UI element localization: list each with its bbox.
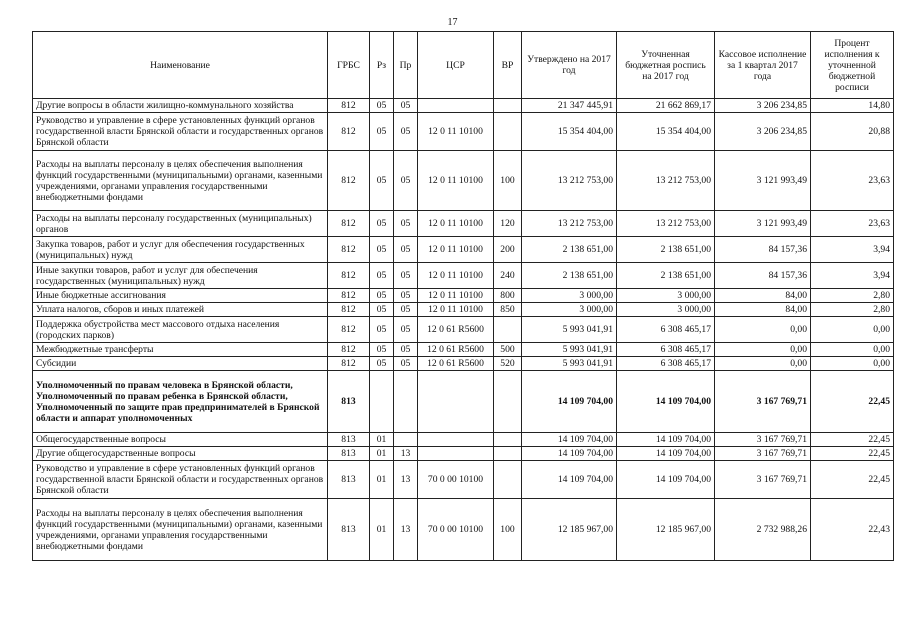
row-csr: 12 0 61 R5600 — [418, 357, 494, 371]
row-rz: 05 — [370, 317, 394, 343]
row-approved: 21 347 445,91 — [522, 99, 617, 113]
row-vr — [494, 447, 522, 461]
row-approved: 2 138 651,00 — [522, 263, 617, 289]
page-number: 17 — [447, 17, 458, 28]
row-refined: 12 185 967,00 — [617, 499, 715, 561]
col-header-vr: ВР — [494, 32, 522, 99]
row-pr: 05 — [394, 303, 418, 317]
row-cash: 3 206 234,85 — [715, 113, 811, 151]
row-vr: 520 — [494, 357, 522, 371]
row-grbs: 812 — [328, 99, 370, 113]
row-name: Расходы на выплаты персоналу государственных (муниципальных) органов — [33, 211, 328, 237]
row-percent: 20,88 — [811, 113, 894, 151]
row-name: Уполномоченный по правам человека в Брянской области, Уполномоченный по правам ребенка в Брянской области, Уполномоченный по защите прав предпринимателей в Брянской области и аппарат уполномоченных — [33, 371, 328, 433]
table-row — [33, 289, 894, 303]
row-approved: 5 993 041,91 — [522, 317, 617, 343]
row-refined: 14 109 704,00 — [617, 371, 715, 433]
table-row — [33, 263, 894, 289]
col-header-name: Наименование — [33, 32, 328, 99]
row-grbs: 813 — [328, 433, 370, 447]
budget-table — [32, 31, 894, 561]
row-rz — [370, 371, 394, 433]
row-name: Другие вопросы в области жилищно-коммунального хозяйства — [33, 99, 328, 113]
row-refined: 14 109 704,00 — [617, 461, 715, 499]
row-rz: 01 — [370, 499, 394, 561]
row-approved: 5 993 041,91 — [522, 343, 617, 357]
table-row — [33, 433, 894, 447]
row-grbs: 813 — [328, 447, 370, 461]
row-csr — [418, 99, 494, 113]
row-pr: 05 — [394, 289, 418, 303]
col-header-approved: Утверждено на 2017 год — [522, 32, 617, 99]
row-vr — [494, 113, 522, 151]
row-pr — [394, 433, 418, 447]
row-percent: 3,94 — [811, 263, 894, 289]
row-rz: 05 — [370, 343, 394, 357]
table-row — [33, 343, 894, 357]
row-approved: 13 212 753,00 — [522, 211, 617, 237]
row-percent: 23,63 — [811, 211, 894, 237]
row-grbs: 813 — [328, 371, 370, 433]
row-pr — [394, 371, 418, 433]
row-approved: 14 109 704,00 — [522, 447, 617, 461]
row-name: Поддержка обустройства мест массового отдыха населения (городских парков) — [33, 317, 328, 343]
table-header-row — [33, 32, 894, 99]
row-rz: 05 — [370, 237, 394, 263]
row-pr: 05 — [394, 317, 418, 343]
row-rz: 05 — [370, 113, 394, 151]
table-row — [33, 151, 894, 211]
row-cash: 3 167 769,71 — [715, 371, 811, 433]
row-vr: 200 — [494, 237, 522, 263]
row-rz: 05 — [370, 357, 394, 371]
row-refined: 13 212 753,00 — [617, 151, 715, 211]
row-rz: 01 — [370, 447, 394, 461]
row-vr: 240 — [494, 263, 522, 289]
row-cash: 2 732 988,26 — [715, 499, 811, 561]
row-pr: 13 — [394, 461, 418, 499]
row-pr: 05 — [394, 357, 418, 371]
row-grbs: 812 — [328, 237, 370, 263]
row-name: Другие общегосударственные вопросы — [33, 447, 328, 461]
row-cash: 3 121 993,49 — [715, 211, 811, 237]
col-header-percent: Процент исполнения к уточненной бюджетной росписи — [811, 32, 894, 99]
row-refined: 21 662 869,17 — [617, 99, 715, 113]
row-pr: 05 — [394, 211, 418, 237]
row-name: Общегосударственные вопросы — [33, 433, 328, 447]
col-header-cash: Кассовое исполнение за 1 квартал 2017 года — [715, 32, 811, 99]
row-cash: 84 157,36 — [715, 263, 811, 289]
row-percent: 2,80 — [811, 289, 894, 303]
row-refined: 6 308 465,17 — [617, 343, 715, 357]
row-percent: 22,45 — [811, 461, 894, 499]
row-refined: 2 138 651,00 — [617, 237, 715, 263]
row-name: Иные закупки товаров, работ и услуг для обеспечения государственных (муниципальных) нужд — [33, 263, 328, 289]
row-cash: 0,00 — [715, 357, 811, 371]
row-refined: 6 308 465,17 — [617, 357, 715, 371]
row-rz: 05 — [370, 211, 394, 237]
row-name: Субсидии — [33, 357, 328, 371]
row-cash: 3 167 769,71 — [715, 433, 811, 447]
row-csr: 12 0 11 10100 — [418, 211, 494, 237]
row-rz: 05 — [370, 263, 394, 289]
row-name: Закупка товаров, работ и услуг для обеспечения государственных (муниципальных) нужд — [33, 237, 328, 263]
table-row — [33, 211, 894, 237]
row-pr: 05 — [394, 151, 418, 211]
row-vr: 100 — [494, 151, 522, 211]
row-cash: 0,00 — [715, 317, 811, 343]
row-csr: 12 0 11 10100 — [418, 113, 494, 151]
row-name: Уплата налогов, сборов и иных платежей — [33, 303, 328, 317]
row-name: Расходы на выплаты персоналу в целях обеспечения выполнения функций государственными (муниципальными) органами, казенными учреждениями, органами управления государственными внебюджетными фондами — [33, 151, 328, 211]
row-pr: 05 — [394, 113, 418, 151]
row-rz: 05 — [370, 151, 394, 211]
row-csr: 12 0 11 10100 — [418, 263, 494, 289]
row-rz: 05 — [370, 303, 394, 317]
row-approved: 3 000,00 — [522, 289, 617, 303]
row-grbs: 812 — [328, 317, 370, 343]
row-grbs: 812 — [328, 343, 370, 357]
row-name: Иные бюджетные ассигнования — [33, 289, 328, 303]
row-approved: 13 212 753,00 — [522, 151, 617, 211]
row-vr: 120 — [494, 211, 522, 237]
row-csr: 12 0 11 10100 — [418, 303, 494, 317]
table-row — [33, 357, 894, 371]
table-row — [33, 317, 894, 343]
row-approved: 5 993 041,91 — [522, 357, 617, 371]
row-csr: 12 0 11 10100 — [418, 151, 494, 211]
table-row — [33, 499, 894, 561]
col-header-rz: Рз — [370, 32, 394, 99]
row-csr — [418, 433, 494, 447]
row-approved: 3 000,00 — [522, 303, 617, 317]
row-grbs: 813 — [328, 461, 370, 499]
row-csr: 12 0 11 10100 — [418, 237, 494, 263]
row-vr: 800 — [494, 289, 522, 303]
row-cash: 3 206 234,85 — [715, 99, 811, 113]
row-csr: 12 0 61 R5600 — [418, 317, 494, 343]
row-percent: 3,94 — [811, 237, 894, 263]
row-cash: 3 121 993,49 — [715, 151, 811, 211]
row-rz: 05 — [370, 99, 394, 113]
row-cash: 84 157,36 — [715, 237, 811, 263]
table-row — [33, 113, 894, 151]
row-vr — [494, 99, 522, 113]
row-approved: 15 354 404,00 — [522, 113, 617, 151]
row-csr — [418, 447, 494, 461]
row-percent: 0,00 — [811, 317, 894, 343]
row-grbs: 813 — [328, 499, 370, 561]
row-pr: 13 — [394, 447, 418, 461]
table-row — [33, 461, 894, 499]
row-cash: 3 167 769,71 — [715, 447, 811, 461]
row-csr: 70 0 00 10100 — [418, 499, 494, 561]
col-header-pr: Пр — [394, 32, 418, 99]
row-refined: 13 212 753,00 — [617, 211, 715, 237]
row-cash: 0,00 — [715, 343, 811, 357]
row-name: Руководство и управление в сфере установленных функций органов государственной власти Брянской области и государственных органов Брянской области — [33, 113, 328, 151]
row-percent: 0,00 — [811, 343, 894, 357]
row-vr — [494, 317, 522, 343]
row-name: Расходы на выплаты персоналу в целях обеспечения выполнения функций государственными (муниципальными) органами, казенными учреждениями, органами управления государственными внебюджетными фондами — [33, 499, 328, 561]
row-grbs: 812 — [328, 263, 370, 289]
row-rz: 01 — [370, 433, 394, 447]
row-grbs: 812 — [328, 113, 370, 151]
row-approved: 14 109 704,00 — [522, 371, 617, 433]
col-header-grbs: ГРБС — [328, 32, 370, 99]
row-vr — [494, 371, 522, 433]
row-percent: 14,80 — [811, 99, 894, 113]
row-refined: 14 109 704,00 — [617, 447, 715, 461]
row-percent: 22,43 — [811, 499, 894, 561]
row-approved: 12 185 967,00 — [522, 499, 617, 561]
table-row — [33, 237, 894, 263]
row-grbs: 812 — [328, 303, 370, 317]
row-grbs: 812 — [328, 289, 370, 303]
row-pr: 05 — [394, 343, 418, 357]
row-vr: 500 — [494, 343, 522, 357]
row-vr: 850 — [494, 303, 522, 317]
row-csr: 12 0 61 R5600 — [418, 343, 494, 357]
row-percent: 0,00 — [811, 357, 894, 371]
row-csr: 12 0 11 10100 — [418, 289, 494, 303]
row-pr: 05 — [394, 237, 418, 263]
row-csr: 70 0 00 10100 — [418, 461, 494, 499]
row-approved: 2 138 651,00 — [522, 237, 617, 263]
table-row — [33, 371, 894, 433]
col-header-refined: Уточненная бюджетная роспись на 2017 год — [617, 32, 715, 99]
row-refined: 3 000,00 — [617, 289, 715, 303]
row-percent: 22,45 — [811, 371, 894, 433]
row-percent: 22,45 — [811, 433, 894, 447]
row-refined: 2 138 651,00 — [617, 263, 715, 289]
row-cash: 3 167 769,71 — [715, 461, 811, 499]
col-header-csr: ЦСР — [418, 32, 494, 99]
row-vr — [494, 433, 522, 447]
row-vr — [494, 461, 522, 499]
row-rz: 05 — [370, 289, 394, 303]
row-refined: 3 000,00 — [617, 303, 715, 317]
row-name: Руководство и управление в сфере установленных функций органов государственной власти Брянской области и государственных органов Брянской области — [33, 461, 328, 499]
row-grbs: 812 — [328, 151, 370, 211]
row-refined: 6 308 465,17 — [617, 317, 715, 343]
row-pr: 05 — [394, 263, 418, 289]
row-approved: 14 109 704,00 — [522, 461, 617, 499]
row-pr: 13 — [394, 499, 418, 561]
row-rz: 01 — [370, 461, 394, 499]
row-csr — [418, 371, 494, 433]
row-cash: 84,00 — [715, 289, 811, 303]
row-name: Межбюджетные трансферты — [33, 343, 328, 357]
row-percent: 23,63 — [811, 151, 894, 211]
row-vr: 100 — [494, 499, 522, 561]
row-percent: 22,45 — [811, 447, 894, 461]
row-approved: 14 109 704,00 — [522, 433, 617, 447]
table-row — [33, 303, 894, 317]
row-refined: 15 354 404,00 — [617, 113, 715, 151]
row-refined: 14 109 704,00 — [617, 433, 715, 447]
row-percent: 2,80 — [811, 303, 894, 317]
table-row — [33, 447, 894, 461]
row-grbs: 812 — [328, 211, 370, 237]
table-row — [33, 99, 894, 113]
row-pr: 05 — [394, 99, 418, 113]
row-grbs: 812 — [328, 357, 370, 371]
row-cash: 84,00 — [715, 303, 811, 317]
